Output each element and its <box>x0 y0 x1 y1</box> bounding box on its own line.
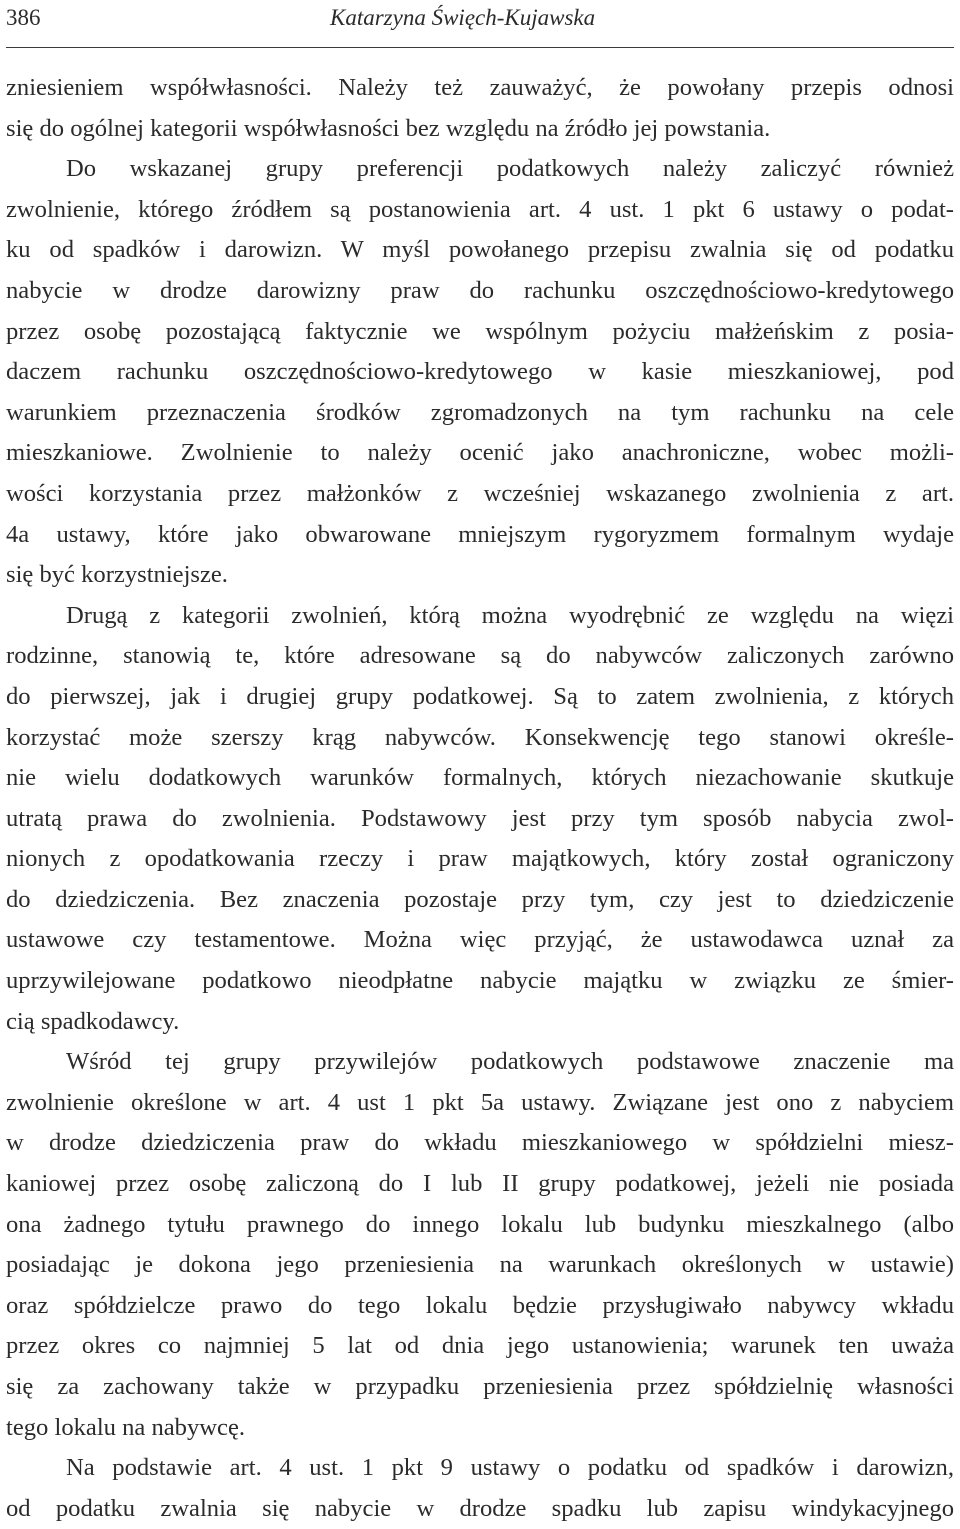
header-divider <box>6 47 954 48</box>
text-line: korzystać może szerszy krąg nabywców. Konsekwencję tego stanowi określe- <box>6 723 954 751</box>
text-line: ku od spadków i darowizn. W myśl powołanego przepisu zwalnia się od podatku <box>6 236 954 264</box>
text-line: warunkiem przeznaczenia środków zgromadzonych na tym rachunku na cele <box>6 398 954 426</box>
text-line: się do ogólnej kategorii współwłasności bez względu na źródło jej powstania. <box>6 114 771 142</box>
text-line: daczem rachunku oszczędnościowo-kredytowego w kasie mieszkaniowej, pod <box>6 358 954 386</box>
text-line: kaniowej przez osobę zaliczoną do I lub II grupy podatkowej, jeżeli nie posiada <box>6 1170 954 1198</box>
running-title: Katarzyna Święch-Kujawska <box>330 5 596 30</box>
text-line: wości korzystania przez małżonków z wcześniej wskazanego zwolnienia z art. <box>6 479 954 507</box>
text-line: Wśród tej grupy przywilejów podatkowych podstawowe znaczenie ma <box>66 1048 954 1076</box>
body-text <box>6 68 954 1529</box>
text-line: oraz spółdzielcze prawo do tego lokalu będzie przysługiwało nabywcy wkładu <box>6 1291 954 1319</box>
text-line: ona żadnego tytułu prawnego do innego lokalu lub budynku mieszkalnego (albo <box>6 1210 954 1238</box>
text-line: ustawowe czy testamentowe. Można więc przyjąć, że ustawodawca uznał za <box>6 926 954 954</box>
text-line: mieszkaniowe. Zwolnienie to należy ocenić jako anachroniczne, wobec możli- <box>6 439 954 467</box>
text-line: cią spadkodawcy. <box>6 1007 180 1035</box>
text-line: zwolnienie, którego źródłem są postanowienia art. 4 ust. 1 pkt 6 ustawy o podat- <box>6 195 954 223</box>
text-line: Do wskazanej grupy preferencji podatkowych należy zaliczyć również <box>66 155 954 183</box>
text-line: nionych z opodatkowania rzeczy i praw majątkowych, który został ograniczony <box>6 845 954 873</box>
text-line: utratą prawa do zwolnienia. Podstawowy jest przy tym sposób nabycia zwol- <box>6 804 954 832</box>
running-head <box>6 2 954 34</box>
text-line: zwolnienie określone w art. 4 ust 1 pkt 5a ustawy. Związane jest ono z nabyciem <box>6 1088 954 1116</box>
text-line: nabycie w drodze darowizny praw do rachunku oszczędnościowo-kredytowego <box>6 276 954 304</box>
text-line: od podatku zwalnia się nabycie w drodze spadku lub zapisu windykacyjnego <box>6 1494 954 1522</box>
page-number: 386 <box>6 5 41 30</box>
text-line: 4a ustawy, które jako obwarowane mniejszym rygoryzmem formalnym wydaje <box>6 520 954 548</box>
text-line: nie wielu dodatkowych warunków formalnych, których niezachowanie skutkuje <box>6 764 954 792</box>
text-line: zniesieniem współwłasności. Należy też zauważyć, że powołany przepis odnosi <box>6 74 954 101</box>
text-line: przez okres co najmniej 5 lat od dnia jego ustanowienia; warunek ten uważa <box>6 1332 954 1360</box>
text-line: do pierwszej, jak i drugiej grupy podatkowej. Są to zatem zwolnienia, z których <box>6 682 954 710</box>
text-line: tego lokalu na nabywcę. <box>6 1413 246 1441</box>
text-line: się być korzystniejsze. <box>6 561 228 589</box>
text-line: posiadając je dokona jego przeniesienia na warunkach określonych w ustawie) <box>6 1251 954 1279</box>
text-line: w drodze dziedziczenia praw do wkładu mieszkaniowego w spółdzielni miesz- <box>6 1129 954 1157</box>
text-line: się za zachowany także w przypadku przeniesienia przez spółdzielnię własności <box>6 1373 954 1400</box>
text-line: uprzywilejowane podatkowo nieodpłatne nabycie majątku w związku ze śmier- <box>6 967 954 995</box>
text-line: Na podstawie art. 4 ust. 1 pkt 9 ustawy o podatku od spadków i darowizn, <box>66 1454 954 1482</box>
text-line: do dziedziczenia. Bez znaczenia pozostaje przy tym, czy jest to dziedziczenie <box>6 885 954 913</box>
text-line: rodzinne, stanowią te, które adresowane są do nabywców zaliczonych zarówno <box>6 642 954 670</box>
text-line: przez osobę pozostającą faktycznie we wspólnym pożyciu małżeńskim z posia- <box>6 317 954 345</box>
text-line: Drugą z kategorii zwolnień, którą można wyodrębnić ze względu na więzi <box>66 601 954 629</box>
